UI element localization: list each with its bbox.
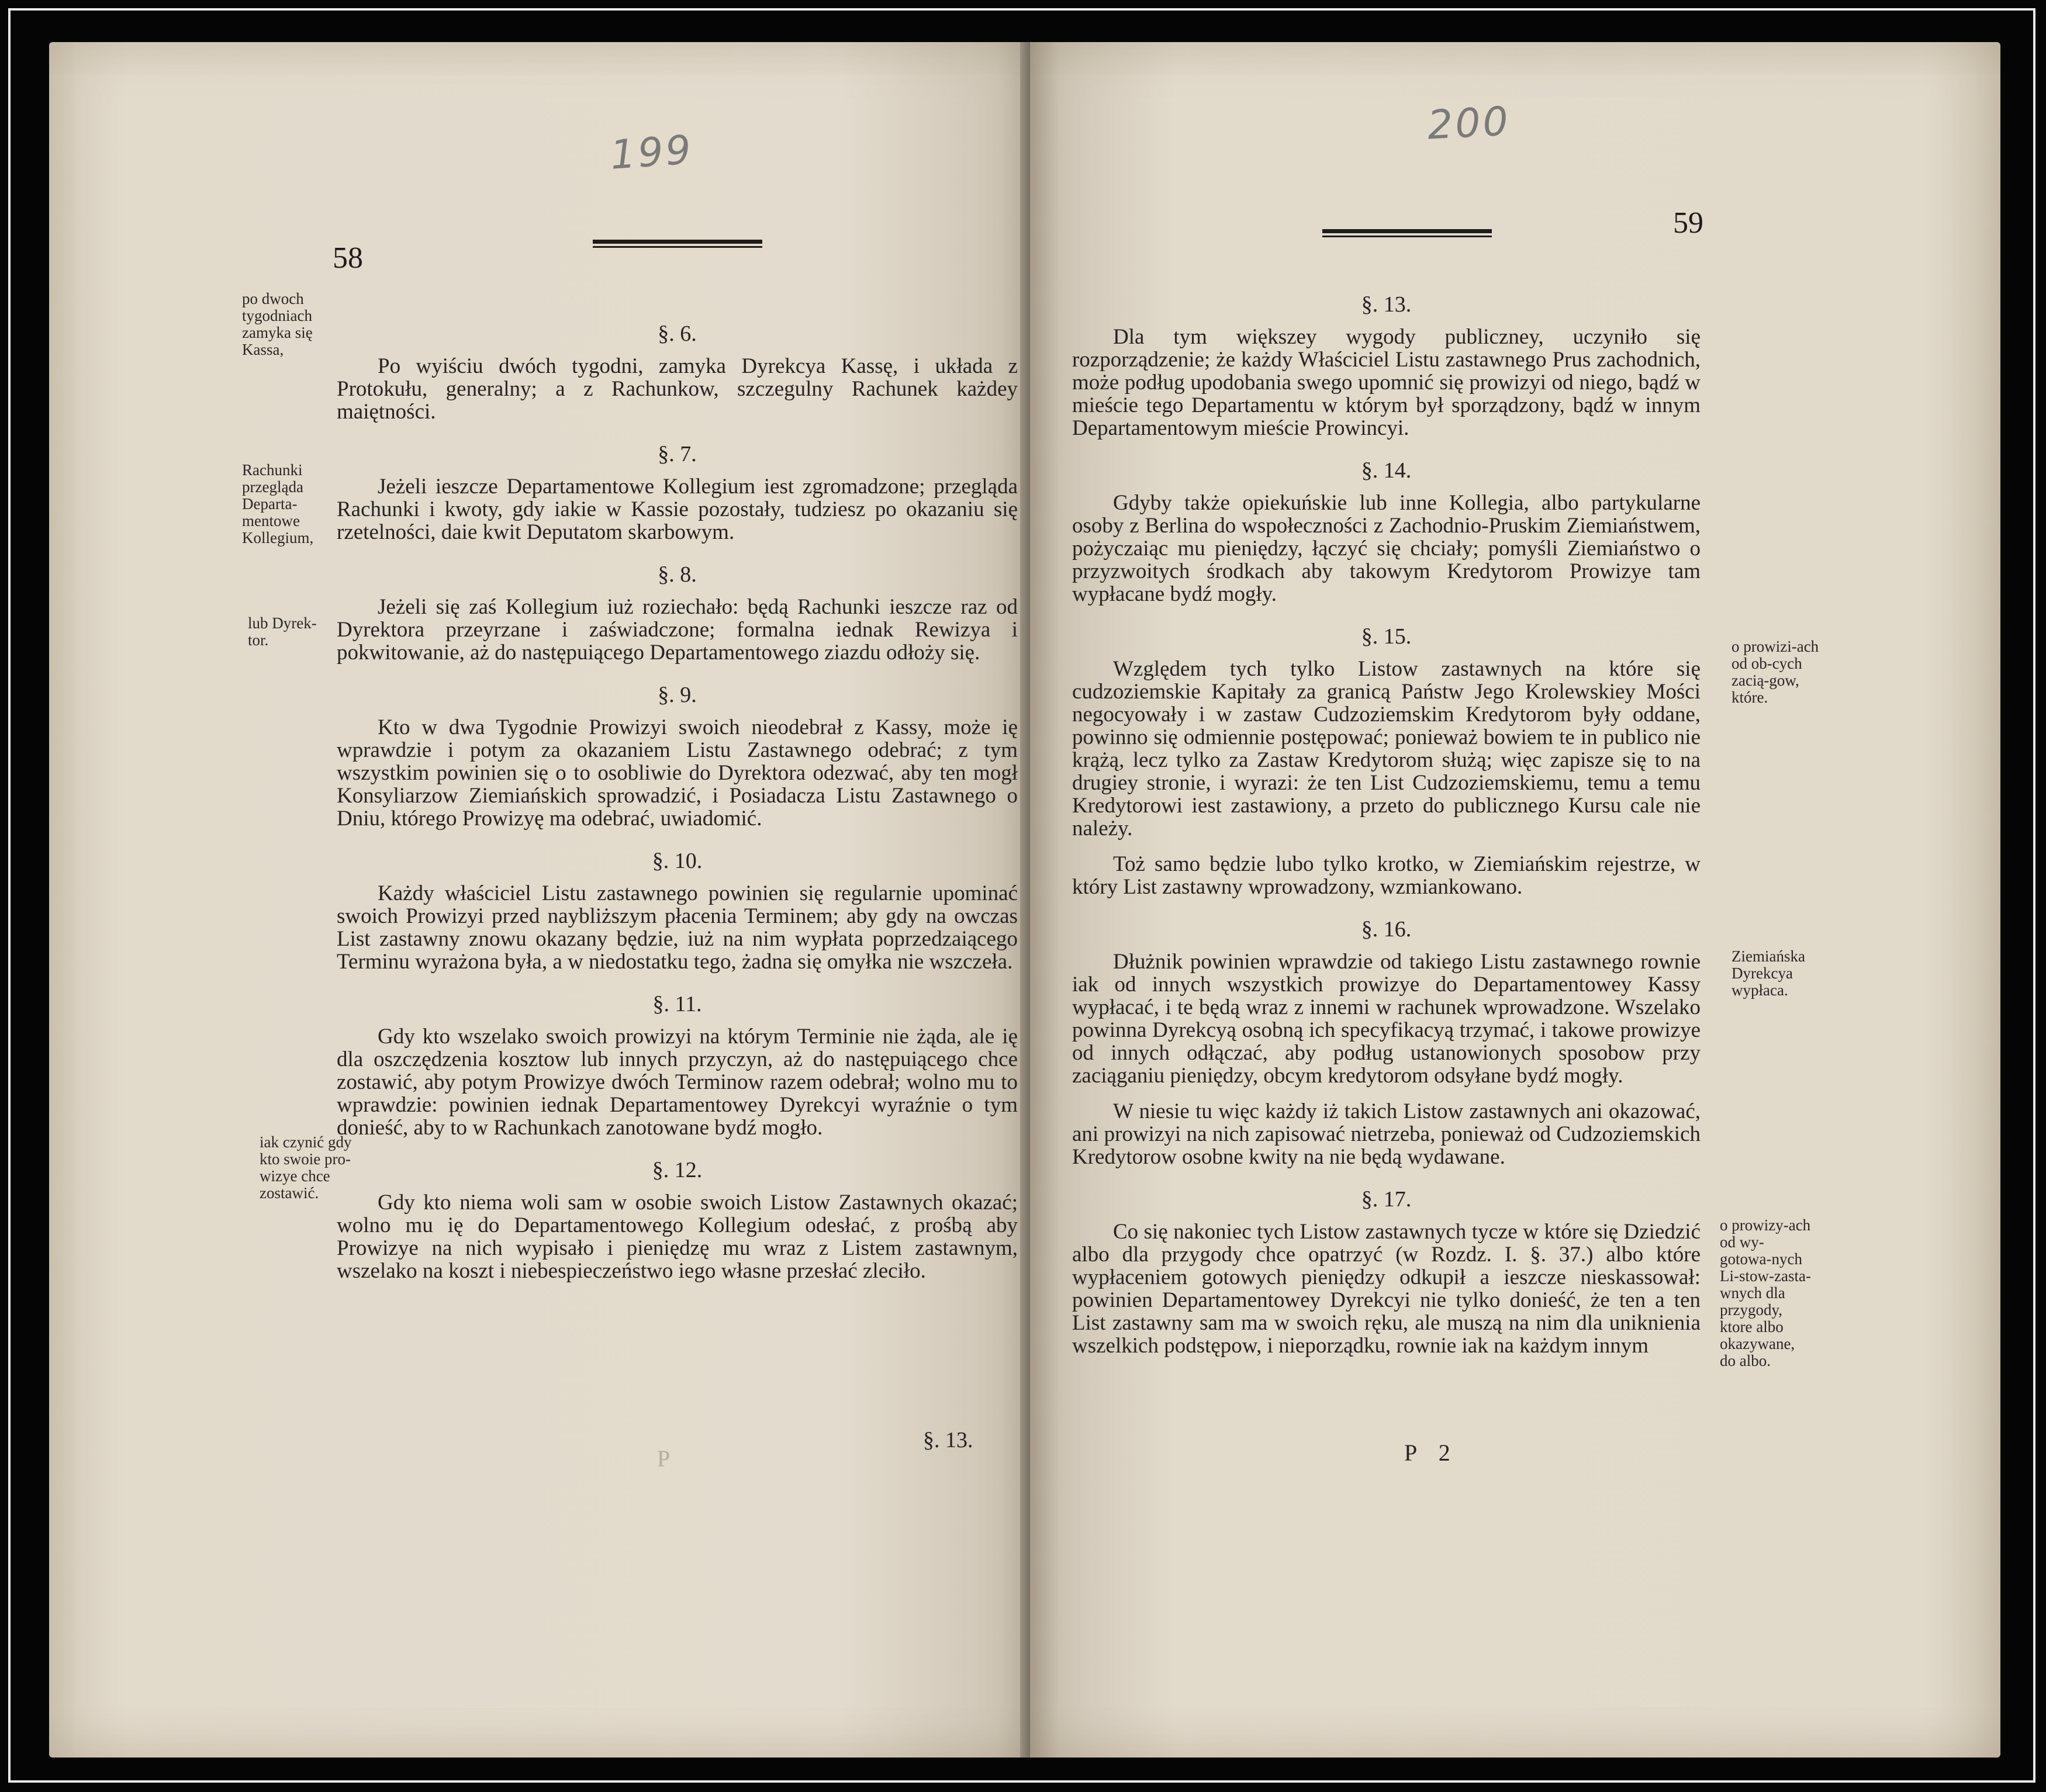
paragraph: Gdy kto niema woli sam w osobie swoich Listow Zastawnych okazać; wolno mu ię do Departamentowego Kollegium odesłać, z prośbą aby Prowizye na nich wypisało i pieniędzę mu wraz z Listem zastawnym, wszelako na koszt i niebespieczeństwo iego własne przesłać zleciło.: [337, 1191, 1018, 1283]
section-heading: §. 17.: [1361, 1187, 1412, 1212]
left-page: [49, 42, 1037, 1758]
signature-mark: P: [657, 1445, 679, 1472]
section-heading: §. 8.: [658, 562, 697, 587]
margin-note: iak czynić gdy kto swoie pro-wizye chce zostawić.: [260, 1133, 352, 1202]
catchword: §. 13.: [923, 1428, 973, 1452]
paragraph: Jeżeli się zaś Kollegium iuż roziechało: będą Rachunki ieszcze raz od Dyrektora przeyrzane i zaświadczone; formalna iednak Rewizya i pokwitowanie, aż do następuiącego Departamentowego ziazdu odłoży się.: [337, 595, 1018, 665]
left-body-text: [337, 323, 1018, 1282]
section-heading: §. 14.: [1361, 458, 1412, 483]
handwritten-page-number: 200: [1426, 98, 1512, 149]
right-page: [1030, 42, 2000, 1758]
paragraph: Względem tych tylko Listow zastawnych na które się cudzoziemskie Kapitały za granicą Państw Jego Krolewskiey Mości negocyowały i w zastaw Cudzoziemskim Kredytorom były oddane, powinno się odmiennie postępować; ponieważ bowiem te in publico nie krążą, lecz tylko za Zastaw Kredytorom służą; więc zapisze się to na drugiey stronie, i wyrazi: że ten List Cudzoziemskiemu, temu a temu Kredytorowi iest zastawiony, a przeto do publicznego Kursu cale nie należy.: [1072, 657, 1701, 840]
signature-mark: P 2: [1404, 1440, 1459, 1466]
paragraph: Toż samo będzie lubo tylko krotko, w Ziemiańskim rejestrze, w który List zastawny wprowadzony, wzmiankowano.: [1072, 852, 1701, 899]
paragraph: Po wyiściu dwóch tygodni, zamyka Dyrekcya Kassę, i układa z Protokułu, generalny; a z Rachunkow, szczegulny Rachunek każdey maiętności.: [337, 354, 1018, 424]
section-heading: §. 9.: [658, 683, 697, 707]
margin-note: Ziemiańska Dyrekcya wypłaca.: [1732, 947, 1805, 999]
margin-note: lub Dyrek-tor.: [248, 614, 317, 649]
bleed-through-text: [376, 288, 961, 311]
margin-note: o prowizi-ach od ob-cych zacią-gow, które.: [1732, 638, 1819, 706]
handwritten-page-number: 199: [609, 127, 695, 179]
section-heading: §. 13.: [1361, 292, 1412, 317]
section-heading: §. 10.: [652, 849, 703, 873]
paragraph: Gdyby także opiekuńskie lub inne Kollegia, albo partykularne osoby z Berlina do wspołeczności z Zachodnio-Pruskim Ziemiaństwem, pożyczaiąc mu pieniędzy, łączyć się chciały; pomyśli Ziemiaństwo o przyzwoitych środkach aby takowym Kredytorom Prowizye tam wypłacane bydź mogły.: [1072, 491, 1701, 606]
section-heading: §. 12.: [652, 1158, 703, 1182]
paragraph: Gdy kto wszelako swoich prowizyi na którym Terminie nie żąda, ale ię dla oszczędzenia kosztow lub innych przyczyn, aż do następuiącego chce zostawić, aby potym Prowizye dwóch Terminow razem odebrał; wolno mu to wprawdzie: powinien iednak Departamentowey Dyrekcyi wyraźnie o tym donieść, aby to w Rachunkach zanotowane bydź mogło.: [337, 1025, 1018, 1140]
paragraph: Dłużnik powinien wprawdzie od takiego Listu zastawnego rownie iak od innych wszystkich prowizye do Departamentowey Kassy wypłacać, i te będą wraz z innemi w rachunek wprowadzone. Wszelako powinna Dyrekcyą osobną ich specyfikacyą trzymać, i takowe prowizye od innych odłączać, aby podług ustanowionych sposobow przy zaciąganiu pieniędzy, obcym kredytorom odsyłane bydź mogły.: [1072, 950, 1701, 1088]
section-heading: §. 16.: [1361, 917, 1412, 942]
header-rule: [1322, 229, 1492, 238]
page-number: 59: [1673, 206, 1703, 240]
margin-note: po dwoch tygodniach zamyka się Kassa,: [242, 290, 313, 358]
section-heading: §. 7.: [658, 442, 697, 466]
section-heading: §. 15.: [1361, 624, 1412, 649]
paragraph: Co się nakoniec tych Listow zastawnych tycze w które się Dziedzić albo dla przygody chce opatrzyć (w Rozdz. I. §. 37.) albo które wypłaceniem gotowych pieniędzy odkupił a ieszcze nieskassował: powinien Departamentowey Dyrekcyi nie tylko donieść, że ten a ten List zastawny sam ma w swoich ręku, ale muszą na nim dla uniknienia wszelkich podstępow, i nieporządku, rownie iak na każdym innym: [1072, 1220, 1701, 1358]
right-body-text: [1072, 293, 1701, 1357]
paragraph: W niesie tu więc każdy iż takich Listow zastawnych ani okazować, ani prowizyi na nich zapisować nietrzeba, ponieważ od Cudzoziemskich Kredytorow osobne kwity na nie będą wydawane.: [1072, 1099, 1701, 1169]
margin-note: Rachunki przegląda Departa-mentowe Kollegium,: [242, 461, 314, 546]
section-heading: §. 6.: [658, 321, 697, 346]
page-number: 58: [333, 241, 363, 275]
paragraph: Jeżeli ieszcze Departamentowe Kollegium iest zgromadzone; przegląda Rachunki i kwoty, gdy iakie w Kassie pozostały, tudziesz po okazaniu się rzetelności, daie kwit Deputatom skarbowym.: [337, 475, 1018, 544]
header-rule: [593, 240, 762, 249]
paragraph: Kto w dwa Tygodnie Prowizyi swoich nieodebrał z Kassy, może ię wprawdzie i potym za okazaniem Listu Zastawnego odebrać; z tym wszystkim powinien się o to osobliwie do Dyrektora odezwać, aby ten mogł Konsyliarzow Ziemiańskich sprowadzić, i Posiadacza Listu Zastawnego o Dniu, którego Prowizyę ma odebrać, uwiadomić.: [337, 715, 1018, 831]
paragraph: Każdy właściciel Listu zastawnego powinien się regularnie upominać swoich Prowizyi przed naybliższym płacenia Terminem; aby gdy na owczas List zastawny znowu okazany będzie, iuż na nim wypłata poprzedzaiącego Terminu wyrażona była, a w niedostatku tego, żadna się omyłka nie wszczeła.: [337, 881, 1018, 974]
section-heading: §. 11.: [652, 992, 702, 1016]
margin-note: o prowizy-ach od wy-gotowa-nych Li-stow-zasta-wnych dla przygody, ktore albo okazywane, do albo.: [1720, 1216, 1811, 1369]
paragraph: Dla tym większey wygody publiczney, uczyniło się rozporządzenie; że każdy Właściciel Listu zastawnego Prus zachodnich, może podług upodobania swego upomnić się prowizyi od niego, bądź w mieście tego Departamentu w którym był sporządzony, bądź w innym Departamentowym mieście Prowincyi.: [1072, 325, 1701, 440]
